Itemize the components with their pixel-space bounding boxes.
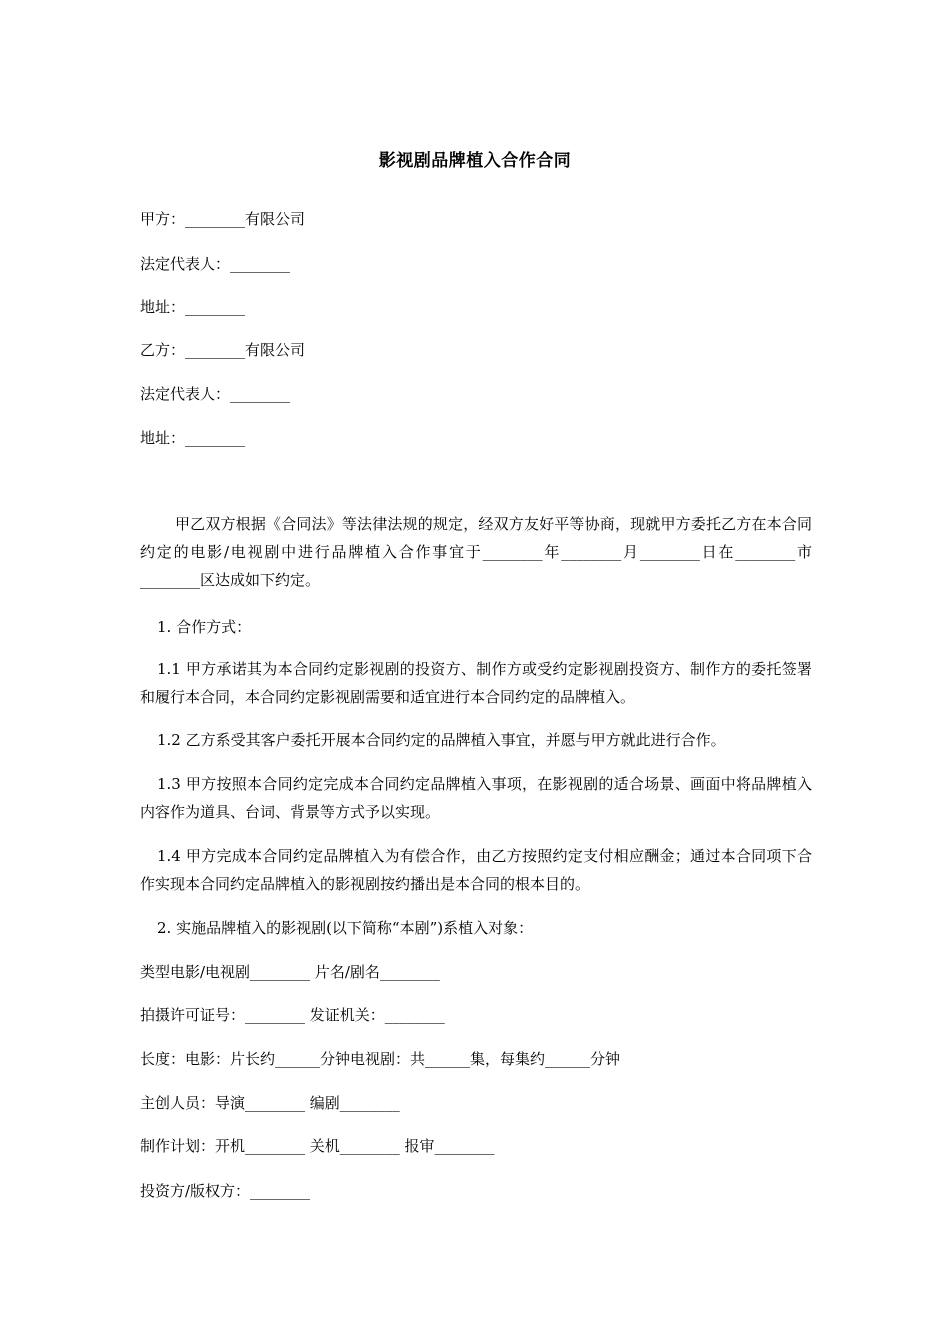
clause-1-2: 1.2 乙方系受其客户委托开展本合同约定的品牌植入事宜，并愿与甲方就此进行合作。 [157, 731, 726, 749]
section-2-heading: 2. 实施品牌植入的影视剧(以下简称“本剧”)系植入对象： [157, 919, 534, 937]
party-a-name: 甲方：________有限公司 [140, 210, 306, 228]
field-length: 长度：电影：片长约______分钟电视剧：共______集，每集约______分钟 [140, 1050, 621, 1068]
party-b-representative: 法定代表人：________ [140, 385, 291, 403]
clause-1-4: 1.4 甲方完成本合同约定品牌植入为有偿合作，由乙方按照约定支付相应酬金；通过本合同项下合作实现本合同约定品牌植入的影视剧按约播出是本合同的根本目的。 [140, 847, 812, 893]
field-creators: 主创人员：导演________ 编剧________ [140, 1094, 400, 1112]
document-title: 影视剧品牌植入合作合同 [378, 151, 572, 171]
party-b-name: 乙方：________有限公司 [140, 341, 306, 359]
party-b-address: 地址：________ [140, 429, 246, 447]
clause-1-1: 1.1 甲方承诺其为本合同约定影视剧的投资方、制作方或受约定影视剧投资方、制作方的委托签署和履行本合同，本合同约定影视剧需要和适宜进行本合同约定的品牌植入。 [140, 660, 812, 706]
section-1-heading: 1. 合作方式： [157, 618, 252, 636]
preamble-paragraph: 甲乙双方根据《合同法》等法律法规的规定，经双方友好平等协商，现就甲方委托乙方在本合同约定的电影/电视剧中进行品牌植入合作事宜于________年________月________日在________市________区达成如下约定。 [140, 515, 812, 589]
field-investor: 投资方/版权方：________ [140, 1182, 311, 1200]
clause-1-3: 1.3 甲方按照本合同约定完成本合同约定品牌植入事项，在影视剧的适合场景、画面中将品牌植入内容作为道具、台词、背景等方式予以实现。 [140, 775, 812, 821]
party-a-address: 地址：________ [140, 298, 246, 316]
field-permit: 拍摄许可证号：________ 发证机关：________ [140, 1006, 445, 1024]
party-a-representative: 法定代表人：________ [140, 255, 291, 273]
field-type-title: 类型电影/电视剧________ 片名/剧名________ [140, 963, 440, 981]
field-schedule: 制作计划：开机________ 关机________ 报审________ [140, 1137, 495, 1155]
